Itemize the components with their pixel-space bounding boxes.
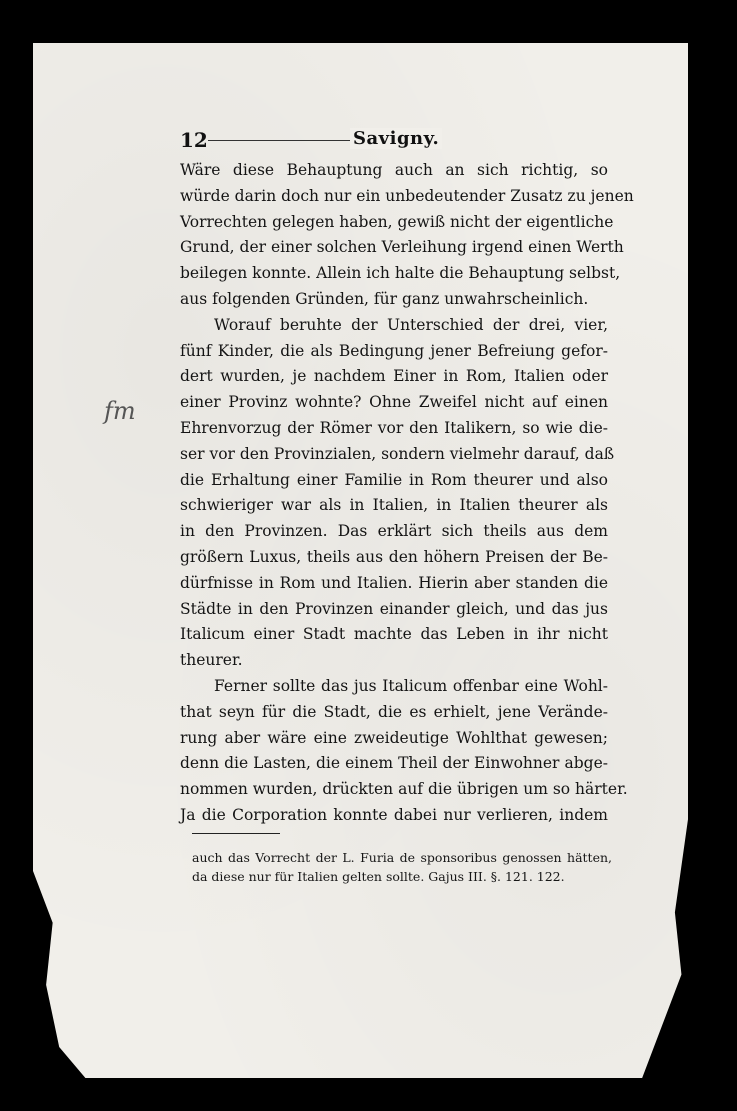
handwritten-margin-note: fm xyxy=(104,397,136,425)
text-line: die Erhaltung einer Familie in Rom theurer und also xyxy=(180,470,608,489)
text-line: Vorrechten gelegen haben, gewiß nicht der eigentliche xyxy=(180,212,614,231)
text-line: nommen wurden, drückten auf die übrigen um so härter. xyxy=(180,780,628,799)
text-line: that seyn für die Stadt, die es erhielt, jene Verände- xyxy=(180,702,608,721)
footnote-line: auch das Vorrecht der L. Furia de sponsoribus genossen hätten, xyxy=(192,850,612,865)
text-line: denn die Lasten, die einem Theil der Einwohner abge- xyxy=(180,754,608,773)
text-line: theurer. xyxy=(180,651,243,670)
text-line: dürfnisse in Rom und Italien. Hierin aber standen die xyxy=(180,573,608,592)
text-line: größern Luxus, theils aus den höhern Preisen der Be- xyxy=(180,547,608,566)
text-line: Italicum einer Stadt machte das Leben in ihr nicht xyxy=(180,625,608,644)
text-line: Städte in den Provinzen einander gleich, und das jus xyxy=(180,599,608,618)
text-line: würde darin doch nur ein unbedeutender Zusatz zu jenen xyxy=(180,186,634,205)
text-line: aus folgenden Gründen, für ganz unwahrscheinlich. xyxy=(180,289,589,308)
text-line: einer Provinz wohnte? Ohne Zweifel nicht auf einen xyxy=(180,393,608,412)
body-text xyxy=(180,158,634,829)
text-line: Wäre diese Behauptung auch an sich richtig, so xyxy=(180,161,608,179)
footnote-rule xyxy=(192,833,280,834)
text-line: ser vor den Provinzialen, sondern vielmehr darauf, daß xyxy=(180,444,615,463)
text-line: Ja die Corporation konnte dabei nur verlieren, indem xyxy=(180,805,608,824)
page-header xyxy=(180,128,440,150)
text-line: Ehrenvorzug der Römer vor den Italikern, so wie die- xyxy=(180,418,608,437)
page-number: 12 xyxy=(180,128,208,152)
footnote-line: da diese nur für Italien gelten sollte. Gajus III. §. 121. 122. xyxy=(192,869,565,884)
running-head: Savigny. xyxy=(350,128,442,149)
text-line: Worauf beruhte der Unterschied der drei, vier, xyxy=(214,315,608,334)
text-line: Grund, der einer solchen Verleihung irgend einen Werth xyxy=(180,238,624,257)
text-line: schwieriger war als in Italien, in Italien theurer als xyxy=(180,496,608,515)
text-line: beilegen konnte. Allein ich halte die Behauptung selbst, xyxy=(180,264,621,283)
text-line: rung aber wäre eine zweideutige Wohlthat gewesen; xyxy=(180,728,608,747)
text-line: dert wurden, je nachdem Einer in Rom, Italien oder xyxy=(180,367,608,386)
text-line: Ferner sollte das jus Italicum offenbar eine Wohl- xyxy=(214,676,608,695)
text-line: fünf Kinder, die als Bedingung jener Befreiung gefor- xyxy=(180,341,608,360)
text-line: in den Provinzen. Das erklärt sich theils aus dem xyxy=(180,522,608,541)
footnotes xyxy=(192,848,612,886)
